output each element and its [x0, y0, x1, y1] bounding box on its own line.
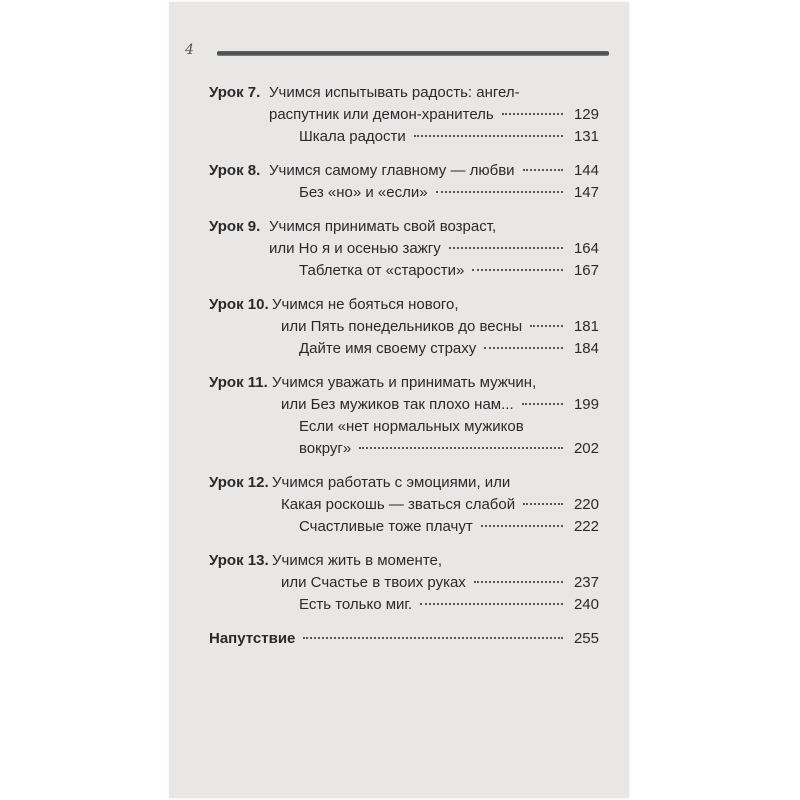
toc-entry-lesson-10: [209, 294, 599, 360]
page-ref: 255: [573, 630, 599, 647]
page-ref: 147: [573, 184, 599, 201]
lesson-title-continued: или Счастье в твоих руках: [281, 574, 466, 591]
toc-entry-lesson-7: [209, 82, 599, 148]
book-page: [169, 2, 629, 798]
lesson-title: Учимся уважать и принимать мужчин,: [272, 374, 537, 391]
page-ref: 184: [573, 340, 599, 357]
page-ref: 237: [573, 574, 599, 591]
lesson-title-continued: или Но я и осенью зажгу: [269, 240, 441, 257]
page-ref: 199: [573, 396, 599, 413]
dot-leader: [359, 447, 563, 449]
lesson-title: Учимся жить в моменте,: [272, 552, 443, 569]
toc-entry-lesson-13: [209, 550, 599, 616]
lesson-label: Урок 13.: [209, 552, 269, 569]
subsection-title: Счастливые тоже плачут: [299, 518, 473, 535]
subsection-title: Есть только миг.: [299, 596, 413, 613]
dot-leader: [530, 325, 563, 327]
subsection-title: Если «нет нормальных мужиков: [299, 418, 524, 435]
table-of-contents: [209, 82, 599, 662]
lesson-title-continued: или Без мужиков так плохо нам...: [281, 396, 514, 413]
header-rule: [217, 51, 609, 56]
dot-leader: [523, 503, 563, 505]
subsection-title: Без «но» и «если»: [299, 184, 428, 201]
dot-leader: [481, 525, 563, 527]
subsection-title: Таблетка от «старости»: [299, 262, 465, 279]
dot-leader: [303, 637, 563, 639]
lesson-title: Учимся принимать свой возраст,: [269, 218, 497, 235]
dot-leader: [474, 581, 563, 583]
lesson-label: Урок 10.: [209, 296, 269, 313]
dot-leader: [420, 603, 563, 605]
toc-entry-lesson-12: [209, 472, 599, 538]
lesson-label: Урок 8.: [209, 162, 261, 179]
page-ref: 240: [573, 596, 599, 613]
page-ref: 164: [573, 240, 599, 257]
toc-entry-lesson-9: [209, 216, 599, 282]
page-ref: 144: [573, 162, 599, 179]
toc-entry-lesson-11: [209, 372, 599, 460]
dot-leader: [502, 113, 563, 115]
lesson-title: Учимся не бояться нового,: [272, 296, 459, 313]
dot-leader: [414, 135, 563, 137]
toc-entry-final: [209, 628, 599, 650]
subsection-title: Дайте имя своему страху: [299, 340, 477, 357]
toc-entry-lesson-8: [209, 160, 599, 204]
lesson-label: Урок 12.: [209, 474, 269, 491]
lesson-title-continued: Какая роскошь — зваться слабой: [281, 496, 516, 513]
final-label: Напутствие: [209, 630, 296, 647]
page-ref: 131: [573, 128, 599, 145]
lesson-title: Учимся испытывать радость: ангел-: [269, 84, 520, 101]
dot-leader: [522, 403, 563, 405]
page-ref: 181: [573, 318, 599, 335]
lesson-title-continued: или Пять понедельников до весны: [281, 318, 523, 335]
lesson-title: Учимся самому главному — любви: [269, 162, 515, 179]
page-ref: 202: [573, 440, 599, 457]
dot-leader: [436, 191, 563, 193]
lesson-label: Урок 9.: [209, 218, 261, 235]
page-ref: 167: [573, 262, 599, 279]
subsection-title: Шкала радости: [299, 128, 406, 145]
dot-leader: [523, 169, 563, 171]
page-number: 4: [185, 42, 194, 58]
dot-leader: [472, 269, 563, 271]
subsection-title-continued: вокруг»: [299, 440, 352, 457]
page-ref: 129: [573, 106, 599, 123]
page-ref: 222: [573, 518, 599, 535]
dot-leader: [449, 247, 563, 249]
lesson-title: Учимся работать с эмоциями, или: [272, 474, 511, 491]
dot-leader: [484, 347, 563, 349]
page-ref: 220: [573, 496, 599, 513]
lesson-title-continued: распутник или демон-хранитель: [269, 106, 494, 123]
lesson-label: Урок 11.: [209, 374, 268, 391]
lesson-label: Урок 7.: [209, 84, 261, 101]
